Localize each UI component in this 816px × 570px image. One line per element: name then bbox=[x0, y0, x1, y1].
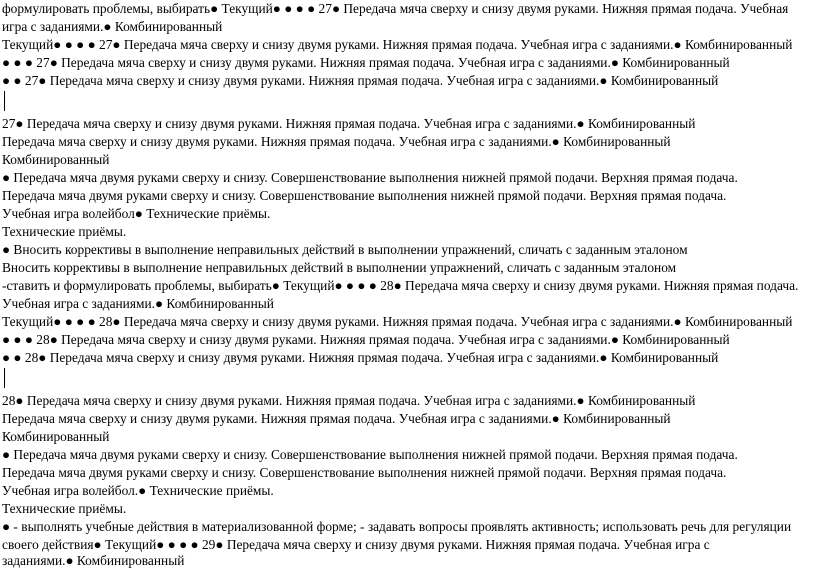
text-line: Вносить коррективы в выполнение неправильных действий в выполнении упражнений, сличать с заданным эталоном bbox=[2, 260, 677, 275]
text-line: ● ● ● 27● Передача мяча сверху и снизу двумя руками. Нижняя прямая подача. Учебная игра с заданиями.● Комбинированный bbox=[2, 55, 730, 70]
text-line: Учебная игра с заданиями.● Комбинированный bbox=[2, 296, 274, 311]
text-line: ● ● 28● Передача мяча сверху и снизу двумя руками. Нижняя прямая подача. Учебная игра с заданиями.● Комбинированный bbox=[2, 350, 719, 365]
text-line: Передача мяча сверху и снизу двумя руками. Нижняя прямая подача. Учебная игра с заданиями.● Комбинированный bbox=[2, 134, 671, 149]
text-line: игра с заданиями.● Комбинированный bbox=[2, 19, 223, 34]
text-line: ● Передача мяча двумя руками сверху и снизу. Совершенствование выполнения нижней прямой подачи. Верхняя прямая подача. bbox=[2, 447, 738, 462]
text-line: Текущий● ● ● ● 28● Передача мяча сверху и снизу двумя руками. Нижняя прямая подача. Учебная игра с заданиями.● Комбинированный bbox=[2, 314, 793, 329]
text-line: 28● Передача мяча сверху и снизу двумя руками. Нижняя прямая подача. Учебная игра с заданиями.● Комбинированный bbox=[2, 393, 696, 408]
text-line: Учебная игра волейбол● Технические приёмы. bbox=[2, 206, 271, 221]
text-cursor bbox=[4, 91, 5, 111]
text-line: своего действия● Текущий● ● ● ● 29● Передача мяча сверху и снизу двумя руками. Нижняя прямая подача. Учебная игра с bbox=[2, 537, 710, 552]
text-line: ● Вносить коррективы в выполнение неправильных действий в выполнении упражнений, сличать с заданным эталоном bbox=[2, 242, 688, 257]
text-line: Технические приёмы. bbox=[2, 224, 127, 239]
text-line: Учебная игра волейбол.● Технические приёмы. bbox=[2, 483, 274, 498]
text-cursor bbox=[4, 368, 5, 388]
text-line: ● ● 27● Передача мяча сверху и снизу двумя руками. Нижняя прямая подача. Учебная игра с заданиями.● Комбинированный bbox=[2, 73, 719, 88]
text-line: Технические приёмы. bbox=[2, 501, 127, 516]
text-line: Передача мяча двумя руками сверху и снизу. Совершенствование выполнения нижней прямой подачи. Верхняя прямая подача. bbox=[2, 188, 727, 203]
text-line: Текущий● ● ● ● 27● Передача мяча сверху и снизу двумя руками. Нижняя прямая подача. Учебная игра с заданиями.● Комбинированный bbox=[2, 37, 793, 52]
text-line: Передача мяча двумя руками сверху и снизу. Совершенствование выполнения нижней прямой подачи. Верхняя прямая подача. bbox=[2, 465, 727, 480]
text-line: заданиями.● Комбинированный bbox=[2, 553, 185, 568]
text-line: Комбинированный bbox=[2, 429, 110, 444]
text-line: формулировать проблемы, выбирать● Текущий● ● ● ● 27● Передача мяча сверху и снизу двумя руками. Нижняя прямая подача. Учебная bbox=[2, 1, 789, 16]
text-line: 27● Передача мяча сверху и снизу двумя руками. Нижняя прямая подача. Учебная игра с заданиями.● Комбинированный bbox=[2, 116, 696, 131]
text-line: ● Передача мяча двумя руками сверху и снизу. Совершенствование выполнения нижней прямой подачи. Верхняя прямая подача. bbox=[2, 170, 738, 185]
text-line: -ставить и формулировать проблемы, выбирать● Текущий● ● ● ● 28● Передача мяча сверху и снизу двумя руками. Нижняя прямая подача. bbox=[2, 278, 799, 293]
text-line: ● ● ● 28● Передача мяча сверху и снизу двумя руками. Нижняя прямая подача. Учебная игра с заданиями.● Комбинированный bbox=[2, 332, 730, 347]
text-line: ● - выполнять учебные действия в материализованной форме; - задавать вопросы проявлять активность; использовать речь для регуляции bbox=[2, 519, 792, 534]
text-line: Комбинированный bbox=[2, 152, 110, 167]
text-line: Передача мяча сверху и снизу двумя руками. Нижняя прямая подача. Учебная игра с заданиями.● Комбинированный bbox=[2, 411, 671, 426]
